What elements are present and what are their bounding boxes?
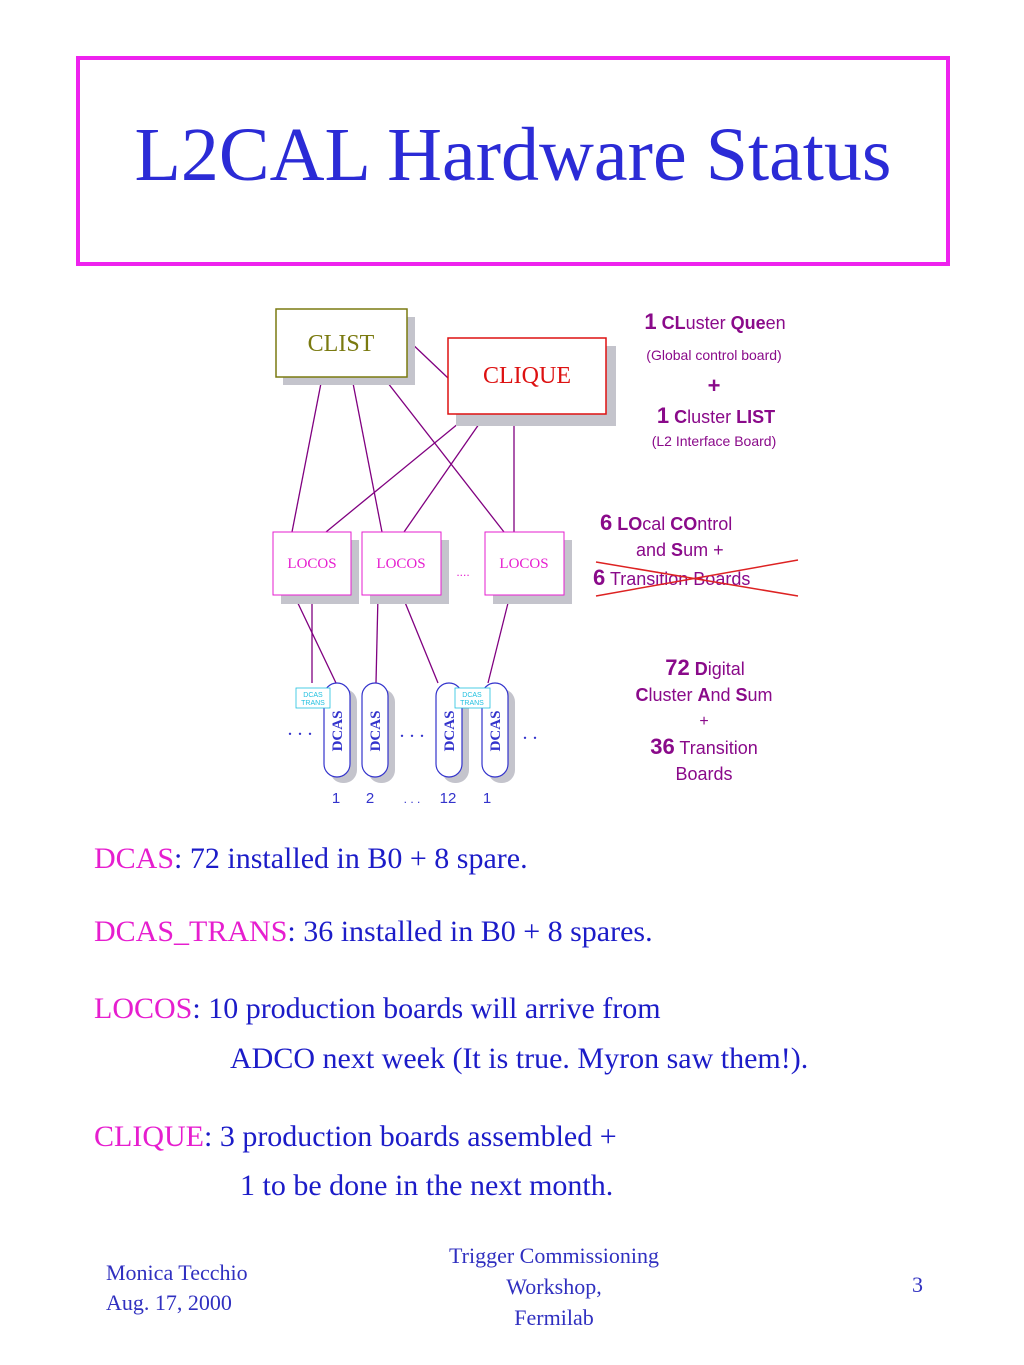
dcas-trans-label-1: [296, 688, 330, 708]
svg-text:72 Digital: 72 Digital: [665, 655, 745, 680]
clist-label: CLIST: [307, 331, 375, 357]
footer-event-line1: Trigger Commissioning: [448, 1243, 660, 1268]
svg-text:1 Cluster LIST: 1 Cluster LIST: [656, 403, 776, 428]
status-text-clique: : 3 production boards assembled +: [203, 1120, 617, 1153]
footer-author-date: [106, 1258, 248, 1318]
status-locos-continued: ADCO next week (It is true. Myron saw them!).: [230, 1042, 809, 1075]
status-dcas: [94, 842, 528, 876]
dcas-board-2: [362, 683, 395, 783]
locos-label-2: LOCOS: [376, 556, 426, 572]
dcas-trans-label-2: [455, 688, 490, 708]
footer-event-line3: Fermilab: [514, 1305, 594, 1330]
boards-text: Boards: [675, 764, 733, 784]
link-clist-locos1: [292, 378, 322, 532]
svg-text:TRANS: TRANS: [460, 700, 484, 707]
svg-text:36 Transition: 36 Transition: [650, 734, 758, 759]
svg-text:DCAS: DCAS: [462, 692, 482, 699]
dcas-label-next-1: DCAS: [488, 710, 504, 752]
status-label-clique: CLIQUE: [94, 1120, 204, 1153]
global-control-text: (Global control board): [646, 347, 782, 363]
page-title: L2CAL Hardware Status: [134, 113, 892, 197]
status-text-locos: : 10 production boards will arrive from: [192, 992, 661, 1025]
dcas-dots-left: . . .: [287, 718, 313, 740]
link-locos2-dcas12: [402, 595, 438, 683]
dcas-dots-right: . .: [522, 722, 538, 744]
link-clist-locos2: [352, 378, 382, 532]
locos-label-3: LOCOS: [499, 556, 549, 572]
status-label-locos: LOCOS: [94, 992, 193, 1025]
link-locos1-dcas: [294, 595, 336, 683]
dcas-label-2: DCAS: [368, 710, 384, 752]
dcas-dots-middle: . . .: [399, 720, 425, 742]
svg-text:6 LOcal COntrol: 6 LOcal COntrol: [600, 510, 733, 535]
link-clique-locos2: [404, 414, 486, 532]
plus-sign-2: +: [699, 713, 709, 730]
annotation-locos: [593, 510, 798, 596]
locos-dots: ....: [456, 565, 470, 579]
link-clique-locos1: [326, 414, 470, 532]
status-dcas-trans: [94, 915, 653, 949]
status-text-dcas-trans: : 36 installed in B0 + 8 spares.: [287, 915, 653, 948]
dcas-label-12: DCAS: [442, 710, 458, 752]
plus-sign-1: +: [707, 373, 721, 398]
footer-event: [404, 1240, 704, 1333]
locos-label-1: LOCOS: [287, 556, 337, 572]
footer-author: Monica Tecchio: [106, 1260, 248, 1285]
dcas-label-1: DCAS: [330, 710, 346, 752]
page-number: 3: [912, 1272, 923, 1297]
dcas-number-12: 12: [439, 790, 457, 807]
status-label-dcas-trans: DCAS_TRANS: [94, 915, 288, 948]
svg-text:Cluster And Sum: Cluster And Sum: [635, 685, 773, 705]
footer-event-line2: Workshop,: [506, 1274, 602, 1299]
svg-text:6 Transition Boa: 6 Transition Boards: [593, 565, 751, 590]
svg-text:and Sum +: and Sum +: [636, 540, 724, 560]
status-text-dcas: : 72 installed in B0 + 8 spare.: [174, 842, 528, 875]
link-locos2-dcas: [376, 595, 378, 683]
annotation-dcas: [635, 655, 772, 784]
dcas-number-next-1: 1: [482, 790, 492, 807]
footer-date: Aug. 17, 2000: [106, 1290, 232, 1315]
l2-interface-text: (L2 Interface Board): [651, 433, 777, 449]
dcas-number-1: 1: [331, 790, 341, 807]
svg-text:DCAS: DCAS: [303, 692, 323, 699]
status-locos: [94, 992, 661, 1026]
svg-text:TRANS: TRANS: [301, 700, 325, 707]
link-locos3-dcas: [488, 595, 510, 683]
svg-text:1 CLuster Queen: 1 CLuster Queen: [644, 309, 786, 334]
dcas-number-dots: . . .: [403, 792, 421, 806]
clique-label: CLIQUE: [483, 363, 571, 389]
dcas-number-2: 2: [365, 790, 375, 807]
status-label-dcas: DCAS: [94, 842, 175, 875]
annotation-cluster-queen: [644, 309, 785, 449]
status-clique: [94, 1120, 617, 1154]
status-clique-continued: 1 to be done in the next month.: [240, 1169, 614, 1202]
